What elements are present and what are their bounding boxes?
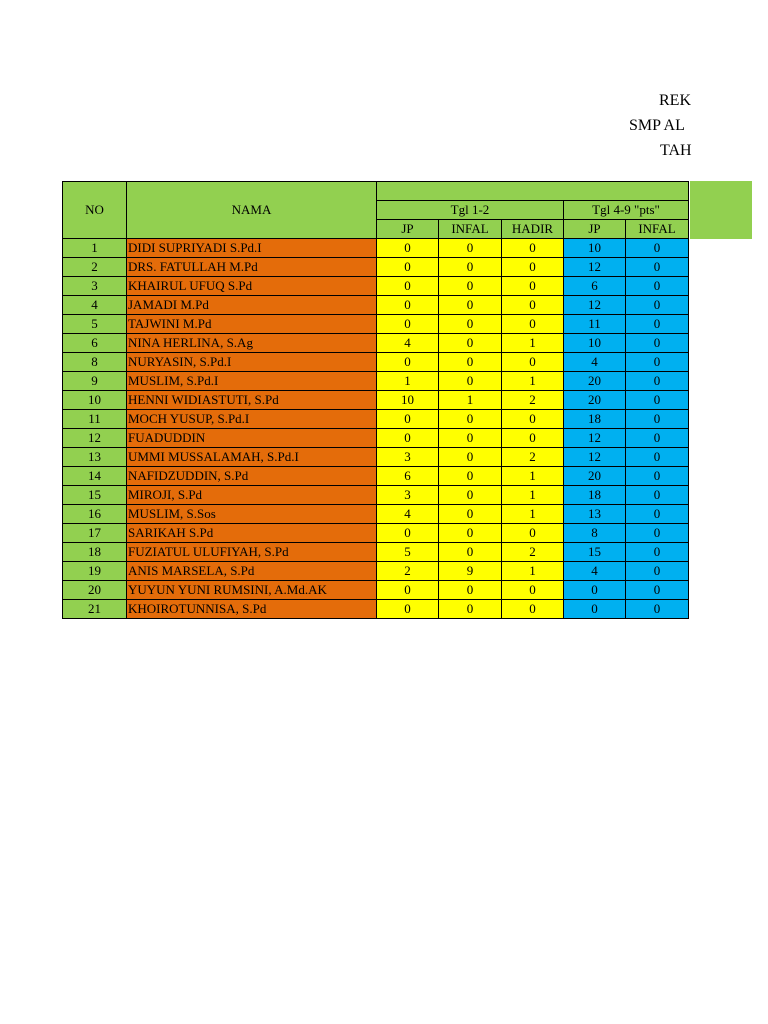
cell-tgl1-hadir[interactable]: 0 [502, 429, 564, 448]
cell-tgl4-jp[interactable]: 12 [564, 448, 626, 467]
cell-tgl1-jp[interactable]: 4 [377, 505, 439, 524]
cell-nama[interactable]: MOCH YUSUP, S.Pd.I [127, 410, 377, 429]
cell-tgl1-infal[interactable]: 0 [439, 448, 502, 467]
cell-tgl1-jp[interactable]: 0 [377, 315, 439, 334]
cell-tgl1-hadir[interactable]: 0 [502, 315, 564, 334]
table-row [63, 467, 689, 486]
header-jp-1: JP [377, 220, 439, 239]
table-row [63, 581, 689, 600]
cell-no[interactable]: 12 [63, 429, 127, 448]
table-row [63, 239, 689, 258]
cell-nama[interactable]: MIROJI, S.Pd [127, 486, 377, 505]
cell-tgl4-infal[interactable]: 0 [626, 467, 689, 486]
cell-tgl1-infal[interactable]: 0 [439, 429, 502, 448]
cell-no[interactable]: 18 [63, 543, 127, 562]
cell-tgl1-hadir[interactable]: 1 [502, 372, 564, 391]
header-fill-overflow [690, 181, 752, 239]
cell-tgl1-jp[interactable]: 0 [377, 353, 439, 372]
cell-tgl1-infal[interactable]: 0 [439, 353, 502, 372]
cell-no[interactable]: 13 [63, 448, 127, 467]
cell-tgl1-infal[interactable]: 0 [439, 315, 502, 334]
cell-no[interactable]: 14 [63, 467, 127, 486]
cell-tgl4-jp[interactable]: 20 [564, 372, 626, 391]
cell-tgl4-jp[interactable]: 12 [564, 429, 626, 448]
cell-tgl4-jp[interactable]: 6 [564, 277, 626, 296]
cell-tgl4-jp[interactable]: 13 [564, 505, 626, 524]
cell-tgl1-jp[interactable]: 4 [377, 334, 439, 353]
cell-tgl1-infal[interactable]: 0 [439, 296, 502, 315]
cell-tgl1-jp[interactable]: 5 [377, 543, 439, 562]
cell-tgl1-hadir[interactable]: 0 [502, 410, 564, 429]
cell-tgl4-jp[interactable]: 0 [564, 581, 626, 600]
cell-tgl1-hadir[interactable]: 0 [502, 581, 564, 600]
cell-nama[interactable]: TAJWINI M.Pd [127, 315, 377, 334]
header-group-tgl-4-9: Tgl 4-9 "pts" [564, 201, 689, 220]
cell-nama[interactable]: KHOIROTUNNISA, S.Pd [127, 600, 377, 619]
cell-tgl1-jp[interactable]: 2 [377, 562, 439, 581]
cell-tgl4-infal[interactable]: 0 [626, 372, 689, 391]
cell-tgl1-jp[interactable]: 0 [377, 410, 439, 429]
cell-tgl1-hadir[interactable]: 0 [502, 277, 564, 296]
cell-nama[interactable]: NURYASIN, S.Pd.I [127, 353, 377, 372]
cell-no[interactable]: 6 [63, 334, 127, 353]
cell-tgl4-infal[interactable]: 0 [626, 296, 689, 315]
cell-tgl4-jp[interactable]: 11 [564, 315, 626, 334]
cell-tgl1-infal[interactable]: 9 [439, 562, 502, 581]
cell-tgl1-jp[interactable]: 0 [377, 581, 439, 600]
cell-no[interactable]: 1 [63, 239, 127, 258]
cell-tgl4-infal[interactable]: 0 [626, 315, 689, 334]
cell-tgl1-jp[interactable]: 0 [377, 524, 439, 543]
cell-tgl4-infal[interactable]: 0 [626, 448, 689, 467]
header-infal-1: INFAL [439, 220, 502, 239]
table-row [63, 258, 689, 277]
cell-tgl4-jp[interactable]: 0 [564, 600, 626, 619]
cell-tgl1-infal[interactable]: 0 [439, 334, 502, 353]
table-row [63, 448, 689, 467]
table-row [63, 391, 689, 410]
cell-tgl1-hadir[interactable]: 1 [502, 562, 564, 581]
cell-tgl1-jp[interactable]: 0 [377, 277, 439, 296]
cell-tgl4-jp[interactable]: 20 [564, 467, 626, 486]
cell-no[interactable]: 8 [63, 353, 127, 372]
table-row [63, 277, 689, 296]
cell-tgl4-infal[interactable]: 0 [626, 562, 689, 581]
header-group-tgl-1-2: Tgl 1-2 [377, 201, 564, 220]
cell-tgl4-infal[interactable]: 0 [626, 391, 689, 410]
cell-tgl1-jp[interactable]: 6 [377, 467, 439, 486]
cell-tgl1-hadir[interactable]: 0 [502, 239, 564, 258]
header-jp-2: JP [564, 220, 626, 239]
cell-tgl1-hadir[interactable]: 1 [502, 467, 564, 486]
cell-tgl1-infal[interactable]: 0 [439, 277, 502, 296]
cell-tgl1-infal[interactable]: 0 [439, 543, 502, 562]
header-hadir-1: HADIR [502, 220, 564, 239]
cell-tgl1-jp[interactable]: 3 [377, 486, 439, 505]
cell-nama[interactable]: ANIS MARSELA, S.Pd [127, 562, 377, 581]
cell-nama[interactable]: SARIKAH S.Pd [127, 524, 377, 543]
cell-tgl1-jp[interactable]: 3 [377, 448, 439, 467]
cell-tgl1-hadir[interactable]: 0 [502, 353, 564, 372]
cell-nama[interactable]: FUZIATUL ULUFIYAH, S.Pd [127, 543, 377, 562]
cell-tgl1-infal[interactable]: 0 [439, 467, 502, 486]
cell-no[interactable]: 2 [63, 258, 127, 277]
cell-tgl4-infal[interactable]: 0 [626, 410, 689, 429]
cell-tgl1-infal[interactable]: 0 [439, 372, 502, 391]
cell-tgl1-infal[interactable]: 0 [439, 239, 502, 258]
cell-tgl4-infal[interactable]: 0 [626, 353, 689, 372]
cell-nama[interactable]: DIDI SUPRIYADI S.Pd.I [127, 239, 377, 258]
cell-tgl4-jp[interactable]: 18 [564, 410, 626, 429]
cell-tgl4-jp[interactable]: 4 [564, 353, 626, 372]
cell-tgl4-jp[interactable]: 12 [564, 296, 626, 315]
cell-no[interactable]: 9 [63, 372, 127, 391]
table-row [63, 296, 689, 315]
attendance-table [62, 181, 689, 619]
cell-tgl1-infal[interactable]: 0 [439, 410, 502, 429]
cell-tgl1-hadir[interactable]: 1 [502, 505, 564, 524]
cell-tgl1-jp[interactable]: 0 [377, 296, 439, 315]
cell-no[interactable]: 19 [63, 562, 127, 581]
table-row [63, 372, 689, 391]
cell-tgl4-infal[interactable]: 0 [626, 277, 689, 296]
cell-nama[interactable]: UMMI MUSSALAMAH, S.Pd.I [127, 448, 377, 467]
cell-tgl1-infal[interactable]: 0 [439, 524, 502, 543]
cell-no[interactable]: 15 [63, 486, 127, 505]
cell-no[interactable]: 20 [63, 581, 127, 600]
cell-tgl1-jp[interactable]: 10 [377, 391, 439, 410]
cell-tgl4-infal[interactable]: 0 [626, 543, 689, 562]
header-nama: NAMA [127, 182, 377, 239]
cell-tgl1-hadir[interactable]: 0 [502, 258, 564, 277]
cell-tgl1-hadir[interactable]: 0 [502, 296, 564, 315]
cell-nama[interactable]: MUSLIM, S.Sos [127, 505, 377, 524]
cell-tgl4-infal[interactable]: 0 [626, 334, 689, 353]
table-row [63, 486, 689, 505]
cell-no[interactable]: 21 [63, 600, 127, 619]
table-row [63, 562, 689, 581]
cell-tgl4-infal[interactable]: 0 [626, 486, 689, 505]
cell-nama[interactable]: KHAIRUL UFUQ S.Pd [127, 277, 377, 296]
cell-tgl1-infal[interactable]: 0 [439, 486, 502, 505]
table-row [63, 410, 689, 429]
cell-no[interactable]: 3 [63, 277, 127, 296]
cell-tgl1-hadir[interactable]: 2 [502, 391, 564, 410]
cell-no[interactable]: 4 [63, 296, 127, 315]
cell-tgl4-infal[interactable]: 0 [626, 239, 689, 258]
cell-tgl4-infal[interactable]: 0 [626, 258, 689, 277]
cell-tgl4-infal[interactable]: 0 [626, 505, 689, 524]
cell-tgl1-infal[interactable]: 0 [439, 600, 502, 619]
cell-tgl1-infal[interactable]: 0 [439, 258, 502, 277]
cell-tgl4-jp[interactable]: 4 [564, 562, 626, 581]
cell-nama[interactable]: DRS. FATULLAH M.Pd [127, 258, 377, 277]
table-row [63, 353, 689, 372]
table-row [63, 334, 689, 353]
table-row [63, 543, 689, 562]
cell-tgl4-jp[interactable]: 10 [564, 239, 626, 258]
cell-tgl1-jp[interactable]: 0 [377, 239, 439, 258]
cell-tgl4-infal[interactable]: 0 [626, 524, 689, 543]
cell-tgl1-infal[interactable]: 0 [439, 505, 502, 524]
cell-tgl4-infal[interactable]: 0 [626, 429, 689, 448]
cell-nama[interactable]: FUADUDDIN [127, 429, 377, 448]
cell-tgl1-hadir[interactable]: 0 [502, 600, 564, 619]
header-no: NO [63, 182, 127, 239]
cell-tgl4-infal[interactable]: 0 [626, 600, 689, 619]
cell-nama[interactable]: HENNI WIDIASTUTI, S.Pd [127, 391, 377, 410]
cell-no[interactable]: 17 [63, 524, 127, 543]
cell-nama[interactable]: NAFIDZUDDIN, S.Pd [127, 467, 377, 486]
cell-no[interactable]: 11 [63, 410, 127, 429]
cell-tgl1-jp[interactable]: 0 [377, 600, 439, 619]
cell-nama[interactable]: MUSLIM, S.Pd.I [127, 372, 377, 391]
cell-tgl4-jp[interactable]: 10 [564, 334, 626, 353]
cell-tgl4-jp[interactable]: 8 [564, 524, 626, 543]
table-row [63, 429, 689, 448]
cell-tgl4-jp[interactable]: 15 [564, 543, 626, 562]
report-title-line-2: SMP AL [629, 117, 685, 134]
cell-tgl1-hadir[interactable]: 0 [502, 524, 564, 543]
table-row [63, 315, 689, 334]
table-row [63, 524, 689, 543]
cell-tgl4-jp[interactable]: 20 [564, 391, 626, 410]
cell-tgl1-hadir[interactable]: 1 [502, 486, 564, 505]
cell-tgl4-jp[interactable]: 12 [564, 258, 626, 277]
table-row [63, 600, 689, 619]
cell-no[interactable]: 10 [63, 391, 127, 410]
cell-tgl4-jp[interactable]: 18 [564, 486, 626, 505]
table-row [63, 505, 689, 524]
cell-tgl1-hadir[interactable]: 1 [502, 334, 564, 353]
cell-nama[interactable]: JAMADI M.Pd [127, 296, 377, 315]
cell-tgl1-infal[interactable]: 1 [439, 391, 502, 410]
cell-tgl1-jp[interactable]: 0 [377, 258, 439, 277]
cell-tgl1-jp[interactable]: 1 [377, 372, 439, 391]
cell-no[interactable]: 16 [63, 505, 127, 524]
cell-tgl1-hadir[interactable]: 2 [502, 448, 564, 467]
cell-tgl1-hadir[interactable]: 2 [502, 543, 564, 562]
report-title-line-3: TAH [660, 142, 692, 159]
cell-no[interactable]: 5 [63, 315, 127, 334]
header-group-top [377, 182, 689, 201]
cell-tgl1-jp[interactable]: 0 [377, 429, 439, 448]
header-infal-2: INFAL [626, 220, 689, 239]
report-title-line-1: REK [659, 92, 691, 109]
cell-nama[interactable]: YUYUN YUNI RUMSINI, A.Md.AK [127, 581, 377, 600]
cell-tgl4-infal[interactable]: 0 [626, 581, 689, 600]
cell-tgl1-infal[interactable]: 0 [439, 581, 502, 600]
cell-nama[interactable]: NINA HERLINA, S.Ag [127, 334, 377, 353]
